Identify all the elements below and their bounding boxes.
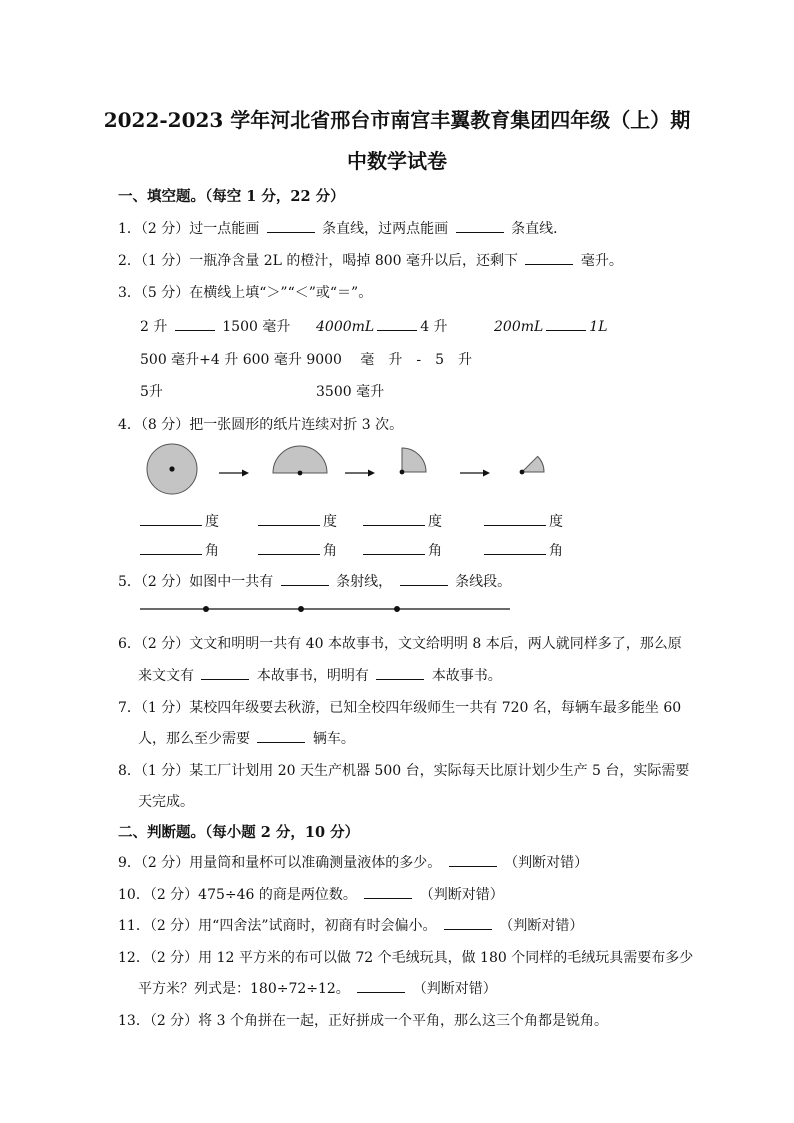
q9-text-b: （判断对错） (504, 855, 589, 871)
q1-text-b: 条直线，过两点能画 (322, 221, 449, 237)
exam-title-line2: 中数学试卷 (347, 149, 447, 173)
q11-text-b: （判断对错） (499, 918, 584, 934)
q4-angle-blank-2[interactable] (258, 540, 320, 555)
quarter-center-dot (400, 470, 405, 475)
question-8-line2: 天完成。 (138, 794, 194, 810)
q4-degree-2 (258, 511, 337, 531)
q11-text-a: 11．（2 分）用“四舍法”试商时，初商有时会偏小。 (118, 918, 437, 934)
q4-degree-blank-2[interactable] (258, 511, 320, 526)
q4-angle-2 (258, 540, 337, 560)
q6-blank-2[interactable] (376, 665, 424, 680)
angle-unit: 角 (428, 543, 442, 559)
circle-center-dot (169, 466, 174, 471)
q5-blank-1[interactable] (281, 571, 329, 586)
eighth-center-dot (520, 470, 525, 475)
q9-blank[interactable] (449, 852, 497, 867)
q2-text-b: 毫升。 (580, 253, 623, 269)
q6-blank-1[interactable] (201, 665, 249, 680)
arrow-icon (219, 470, 249, 477)
q3-c3-left: 200mL (494, 319, 544, 335)
q3-row3-right: 3500 毫升 (316, 384, 385, 400)
q4-angle-blank-4[interactable] (484, 540, 546, 555)
q3-c1-right: 1500 毫升 (222, 319, 291, 335)
semicircle-figure (273, 446, 327, 473)
ray-segment-figure (140, 606, 510, 612)
arrow-icon (460, 470, 490, 477)
arrow-icon (345, 470, 375, 477)
q10-text-a: 10．（2 分）475÷46 的商是两位数。 (118, 887, 357, 903)
question-4-stem: 4．（8 分）把一张圆形的纸片连续对折 3 次。 (118, 417, 404, 433)
q4-degree-blank-3[interactable] (363, 511, 425, 526)
q6-text-b: 本故事书，明明有 (256, 668, 369, 684)
degree-unit: 度 (549, 514, 563, 530)
q3-c2-right: 4 升 (420, 319, 448, 335)
q2-text-a: 2．（1 分）一瓶净含量 2L 的橙汁，喝掉 800 毫升以后，还剩下 (118, 253, 518, 269)
semicircle-center-dot (298, 471, 303, 476)
q4-degree-blank-4[interactable] (484, 511, 546, 526)
question-5 (118, 571, 511, 591)
q10-blank[interactable] (364, 884, 412, 899)
question-13-line1: 13．（2 分）将 3 个角拼在一起，正好拼成一个平角，那么这三个角都是锐角。 (118, 1013, 608, 1029)
question-7-line1: 7．（1 分）某校四年级要去秋游，已知全校四年级师生一共有 720 名，每辆车最多能坐 60 (118, 700, 682, 716)
angle-unit: 角 (549, 543, 563, 559)
q4-angle-4 (484, 540, 563, 560)
point-b (298, 606, 304, 612)
q5-text-a: 5．（2 分）如图中一共有 (118, 574, 274, 590)
angle-unit: 角 (323, 543, 337, 559)
q7-text-b: 辆车。 (312, 731, 355, 747)
q3-row3-left: 5升 (140, 384, 163, 400)
q1-text-a: 1．（2 分）过一点能画 (118, 221, 260, 237)
q4-degree-blank-1[interactable] (140, 511, 202, 526)
eighth-circle-figure (522, 456, 544, 472)
question-9 (118, 852, 588, 872)
q6-text-a: 来文文有 (138, 668, 194, 684)
q4-degree-3 (363, 511, 442, 531)
q4-angle-1 (140, 540, 219, 560)
degree-unit: 度 (205, 514, 219, 530)
q3-row2: 500 毫升+4 升 600 毫升 9000 毫 升 - 5 升 (140, 352, 473, 368)
question-11 (118, 915, 583, 935)
q12-text-b: （判断对错） (412, 981, 497, 997)
q5-blank-2[interactable] (400, 571, 448, 586)
q12-text-a: 平方米？列式是：180÷72÷12。 (138, 981, 350, 997)
question-3-stem: 3．（5 分）在横线上填“＞”“＜”或“＝”。 (118, 285, 373, 301)
q5-text-b: 条射线， (336, 574, 393, 590)
quarter-circle-figure (402, 448, 426, 472)
q3-c3-right: 1L (589, 319, 608, 335)
q4-angle-blank-3[interactable] (363, 540, 425, 555)
q11-blank[interactable] (444, 915, 492, 930)
question-10 (118, 884, 504, 904)
point-c (394, 606, 400, 612)
question-7-line2 (138, 728, 355, 748)
question-12-line1: 12．（2 分）用 12 平方米的布可以做 72 个毛绒玩具，做 180 个同样的毛绒玩具需要布多少 (118, 950, 694, 966)
section2-heading: 二、判断题。（每小题 2 分，10 分） (118, 824, 360, 841)
q6-text-c: 本故事书。 (431, 668, 502, 684)
point-a (203, 606, 209, 612)
question-8-line1: 8．（1 分）某工厂计划用 20 天生产机器 500 台，实际每天比原计划少生产 5 台，实际需要 (118, 763, 690, 779)
q1-text-c: 条直线． (511, 221, 568, 237)
question-12-line2 (138, 978, 497, 998)
exam-title-line1: 2022-2023 学年河北省邢台市南宫丰翼教育集团四年级（上）期 (103, 108, 691, 132)
q5-text-c: 条线段。 (455, 574, 512, 590)
question-6-line2 (138, 665, 502, 685)
section1-heading: 一、填空题。（每空 1 分，22 分） (118, 188, 345, 205)
degree-unit: 度 (323, 514, 337, 530)
degree-unit: 度 (428, 514, 442, 530)
q9-text-a: 9．（2 分）用量筒和量杯可以准确测量液体的多少。 (118, 855, 442, 871)
angle-unit: 角 (205, 543, 219, 559)
q7-text-a: 人，那么至少需要 (138, 731, 250, 747)
q4-degree-1 (140, 511, 219, 531)
q7-blank[interactable] (257, 728, 305, 743)
q10-text-b: （判断对错） (419, 887, 504, 903)
q3-c2-left: 4000mL (316, 319, 375, 335)
q4-degree-4 (484, 511, 563, 531)
question-6-line1: 6．（2 分）文文和明明一共有 40 本故事书，文文给明明 8 本后，两人就同样多了，那么原 (118, 636, 682, 652)
q4-angle-blank-1[interactable] (140, 540, 202, 555)
q4-angle-3 (363, 540, 442, 560)
q3-c1-left: 2 升 (140, 319, 168, 335)
q12-blank[interactable] (357, 978, 405, 993)
